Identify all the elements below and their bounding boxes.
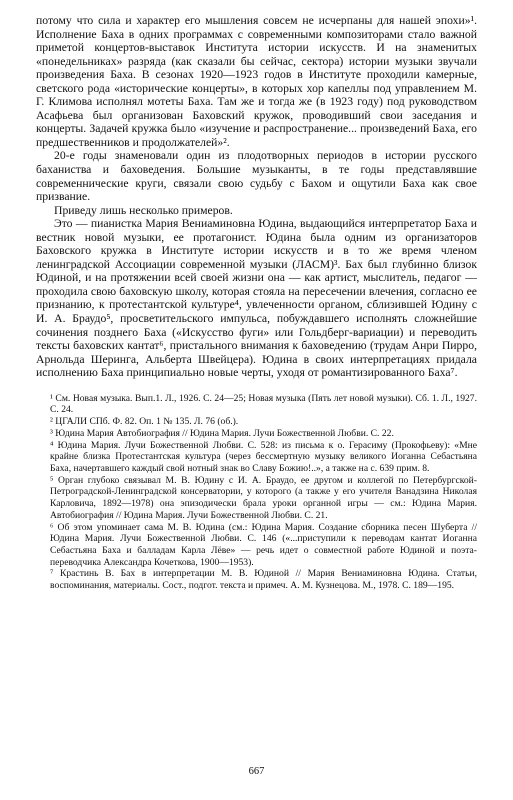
footnote-2: ² ЦГАЛИ СПб. Ф. 82. Оп. 1 № 135. Л. 76 (об.). — [50, 416, 239, 428]
page-number: 667 — [248, 766, 265, 777]
footnotes — [36, 393, 477, 592]
paragraph-3: Приведу лишь несколько примеров. — [54, 203, 233, 217]
paragraph-2: 20-е годы знаменовали один из плодотворных периодов в истории русского баханиства и баховедения. Большие музыканты, в те годы представлявшие современнические круги, связали свою судьбу с Бахом и ощутили Баха как свое призвание. — [36, 149, 477, 204]
footnote-3: ³ Юдина Мария Автобиография // Юдина Мария. Лучи Божественной Любви. С. 22. — [50, 427, 394, 439]
footnote-5: ⁵ Орган глубоко связывал М. В. Юдину с И. А. Браудо, ее другом и коллегой по Петербургской-Петроградской-Ленинградской консерватории, у которого (а также у его учителя Ванадзина Николая Карловича, 1892—1978) она эпизодически брала уроки органной игры — см.: Юдина Мария. Автобиография // Юдина Мария. Лучи Божественной Любви. С. 21. — [50, 474, 477, 521]
footnote-4: ⁴ Юдина Мария. Лучи Божественной Любви. С. 528: из письма к о. Герасиму (Прокофьеву): «Мне крайне близка Протестантская культура (через бессмертную музыку великого Иоганна Себастьяна Баха, начертавшего каждый свой нотный знак во Славу Божию!..», а также на с. 639 прим. 8. — [50, 439, 477, 474]
paragraph-1: потому что сила и характер его мышления совсем не исчерпаны для нашей эпохи»¹. Исполнение Баха в одних программах с современными композиторами стало важной приметой концертов-выставок Института истории искусств. И на знаменитых «понедельниках» разряда (как сказали бы сейчас, сектора) истории музыки звучали произведения Баха. В сезонах 1920—1923 годов в Институте проходили камерные, светского рода «исторические концерты», в которых хор капеллы под управлением М. Г. Климова исполнял мотеты Баха. Там же и тогда же (в 1923 году) под руководством Асафьева был организован Баховский кружок, проводивший свои заседания и концерты. Задачей кружка было «изучение и распространение... произведений Баха, его предшественников и продолжателей»². — [36, 14, 477, 149]
footnote-1: ¹ См. Новая музыка. Вып.1. Л., 1926. С. 24—25; Новая музыка (Пять лет новой музыки). Сб. 1. Л., 1927. С. 24. — [50, 392, 477, 416]
footnote-6: ⁶ Об этом упоминает сама М. В. Юдина (см.: Юдина Мария. Создание сборника песен Шуберта // Юдина Мария. Лучи Божественной Любви. С. 146 («...приступили к переводам кантат Иоганна Себастьяна Баха и балладам Карла Лёве» — речь идет о совместной работе Юдиной и поэта-переводчика Александра Кочеткова, 1900—1953). — [50, 521, 477, 568]
footnote-7: ⁷ Крастинь В. Бах в интерпретации М. В. Юдиной // Мария Вениаминовна Юдина. Статьи, воспоминания, материалы. Сост., подгот. текста и примеч. А. М. Кузнецова. М., 1978. С. 189—195. — [50, 568, 477, 592]
main-text — [36, 14, 477, 380]
paragraph-4: Это — пианистка Мария Вениаминовна Юдина, выдающийся интерпретатор Баха и вестник новой музыки, ее протагонист. Юдина была одним из организаторов Баховского кружка в Институте истории искусств и в то же время членом ленинградской Ассоциации современной музыки (ЛАСМ)³. Бах был глубинно близок Юдиной, и на протяжении всей своей жизни она — как артист, мыслитель, педагог — проходила свою баховскую школу, которая стояла на пересечении влечения, согласно ее признанию, к протестантской культуре⁴, увлеченности органом, сблизившей Юдину с И. А. Браудо⁵, просветительского импульса, побуждавшего исполнять сложнейшие сочинения позднего Баха («Искусство фуги» или Гольдберг-вариации) и переводить тексты баховских кантат⁶, пристального внимания к баховедению (трудам Анри Пирро, Арнольда Шеринга, Альберта Швейцера). Юдина в своих интерпретациях придала исполнению Баха принципиально новые черты, уходя от романтизированного Баха⁷. — [36, 217, 477, 380]
